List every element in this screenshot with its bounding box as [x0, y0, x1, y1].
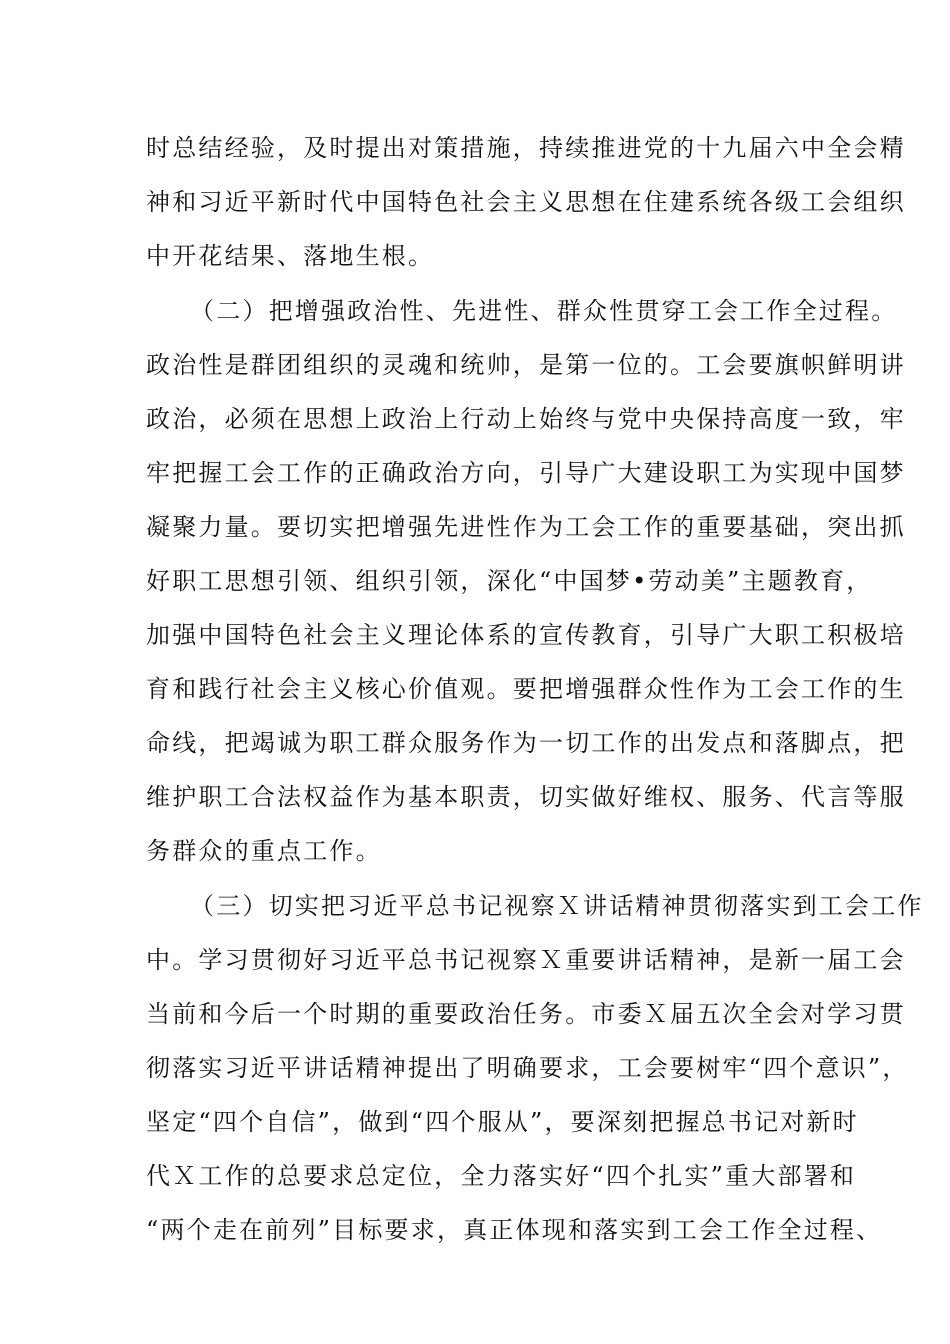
text-line: 好职工思想引领、组织引领，深化“中国梦•劳动美”主题教育， — [146, 567, 873, 595]
text-line: “两个走在前列”目标要求，真正体现和落实到工会工作全过程、 — [146, 1216, 883, 1244]
text-line: 命线，把竭诚为职工群众服务作为一切工作的出发点和落脚点，把 — [146, 729, 906, 757]
section-heading: （三）切实把习近平总书记视察Ｘ讲话精神贯彻落实到工会工作 — [190, 892, 924, 920]
text-line: 务群众的重点工作。 — [146, 837, 382, 865]
text-line: 政治性是群团组织的灵魂和统帅，是第一位的。工会要旗帜鲜明讲 — [146, 351, 906, 379]
text-line: 维护职工合法权益作为基本职责，切实做好维权、服务、代言等服 — [146, 783, 906, 811]
text-line: 凝聚力量。要切实把增强先进性作为工会工作的重要基础，突出抓 — [146, 513, 906, 541]
text-line: 牢把握工会工作的正确政治方向，引导广大建设职工为实现中国梦 — [146, 459, 906, 487]
text-line: 彻落实习近平讲话精神提出了明确要求，工会要树牢“四个意识”， — [146, 1054, 909, 1082]
text-line: 政治，必须在思想上政治上行动上始终与党中央保持高度一致，牢 — [146, 405, 906, 433]
text-line: 时总结经验，及时提出对策措施，持续推进党的十九届六中全会精 — [146, 134, 906, 162]
text-line: 神和习近平新时代中国特色社会主义思想在住建系统各级工会组织 — [146, 188, 906, 216]
text-line: 当前和今后一个时期的重要政治任务。市委Ｘ届五次全会对学习贯 — [146, 1000, 906, 1028]
section-heading: （二）把增强政治性、先进性、群众性贯穿工会工作全过程。 — [190, 297, 898, 325]
text-line: 代Ｘ工作的总要求总定位，全力落实好“四个扎实”重大部署和 — [146, 1162, 857, 1190]
text-line: 坚定“四个自信”，做到“四个服从”，要深刻把握总书记对新时 — [146, 1108, 859, 1136]
text-line: 加强中国特色社会主义理论体系的宣传教育，引导广大职工积极培 — [146, 621, 906, 649]
text-line: 中开花结果、落地生根。 — [146, 242, 435, 270]
text-line: 中。学习贯彻好习近平总书记视察Ｘ重要讲话精神，是新一届工会 — [146, 946, 906, 974]
text-line: 育和践行社会主义核心价值观。要把增强群众性作为工会工作的生 — [146, 675, 906, 703]
